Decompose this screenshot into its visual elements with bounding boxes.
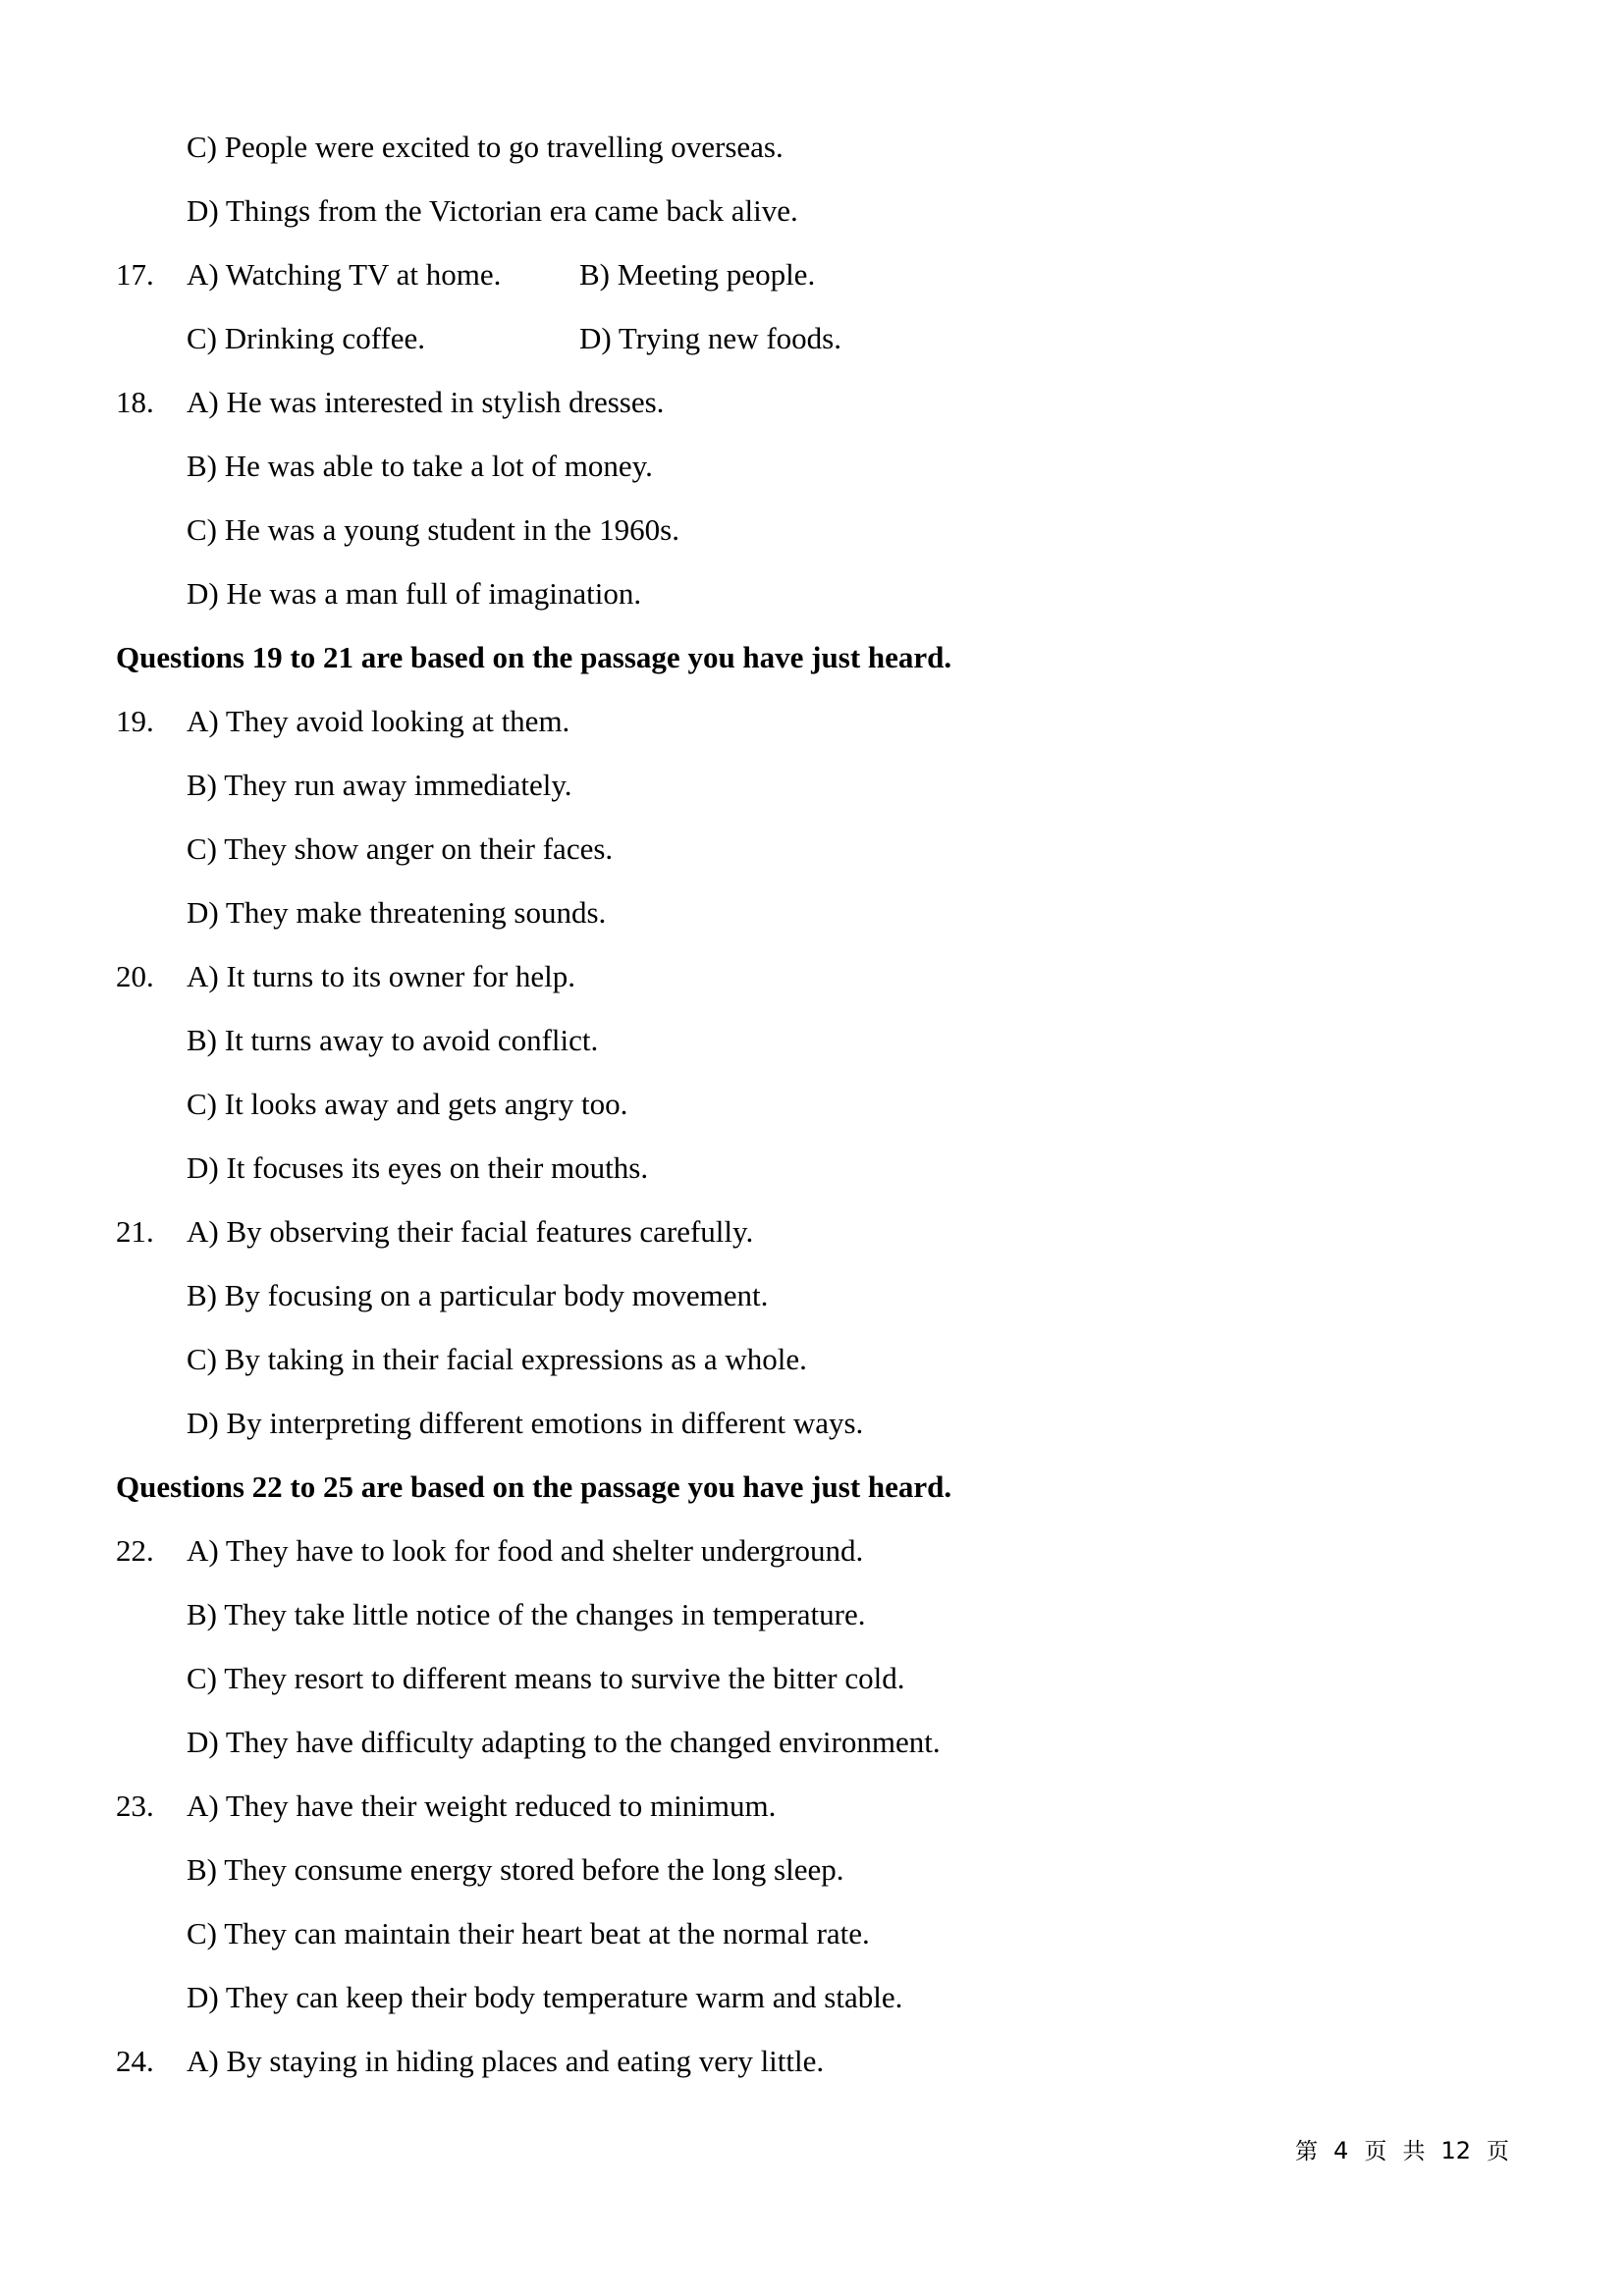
question-line: [0, 817, 1624, 881]
question-line: [0, 1710, 1624, 1774]
option-text: C) He was a young student in the 1960s.: [187, 512, 679, 547]
option-text: B) It turns away to avoid conflict.: [187, 1023, 599, 1057]
option-text: D) He was a man full of imagination.: [187, 576, 642, 611]
question-line: [0, 561, 1624, 625]
question-line: [0, 1200, 1624, 1263]
footer-label-gong: 共: [1402, 2139, 1426, 2163]
option-text: C) Drinking coffee.: [187, 321, 426, 355]
option-text: D) Trying new foods.: [579, 321, 841, 355]
option-text: A) Watching TV at home.: [187, 257, 502, 292]
question-line: [0, 1838, 1624, 1901]
question-line: [0, 1072, 1624, 1136]
question-number: 21.: [116, 1214, 154, 1249]
question-line: [0, 179, 1624, 242]
option-text: A) By staying in hiding places and eating very little.: [187, 2044, 825, 2078]
question-number: 23.: [116, 1789, 154, 1823]
option-text: A) He was interested in stylish dresses.: [187, 385, 665, 419]
section-header-text: Questions 19 to 21 are based on the passage you have just heard.: [116, 640, 952, 674]
option-text: B) They take little notice of the changes in temperature.: [187, 1597, 866, 1631]
option-text: D) They make threatening sounds.: [187, 895, 607, 930]
question-line: [0, 434, 1624, 498]
option-text: D) They can keep their body temperature warm and stable.: [187, 1980, 903, 2014]
question-line: [0, 1136, 1624, 1200]
option-text: C) They show anger on their faces.: [187, 831, 614, 866]
question-line: [0, 689, 1624, 753]
question-number: 17.: [116, 257, 154, 292]
section-header-text: Questions 22 to 25 are based on the passage you have just heard.: [116, 1469, 952, 1504]
question-number: 24.: [116, 2044, 154, 2078]
question-number: 18.: [116, 385, 154, 419]
section-header: [0, 1455, 1624, 1519]
option-text: A) By observing their facial features carefully.: [187, 1214, 754, 1249]
question-line: [0, 1263, 1624, 1327]
option-text: D) By interpreting different emotions in different ways.: [187, 1406, 864, 1440]
question-line: [0, 1391, 1624, 1455]
question-line: [0, 1965, 1624, 2029]
footer-page-number: 4: [1333, 2137, 1349, 2164]
question-number: 20.: [116, 959, 154, 993]
option-text: D) Things from the Victorian era came back alive.: [187, 193, 798, 228]
question-line: [0, 881, 1624, 944]
option-text: D) It focuses its eyes on their mouths.: [187, 1150, 649, 1185]
option-text: A) They have to look for food and shelter underground.: [187, 1533, 864, 1568]
question-line: [0, 1519, 1624, 1582]
option-text: B) Meeting people.: [579, 257, 816, 292]
question-line: [0, 1008, 1624, 1072]
question-line: [0, 2029, 1624, 2093]
question-line: [0, 944, 1624, 1008]
footer-label-di: 第: [1295, 2139, 1319, 2163]
question-line: [0, 1774, 1624, 1838]
option-text: C) People were excited to go travelling overseas.: [187, 130, 784, 164]
option-text: D) They have difficulty adapting to the changed environment.: [187, 1725, 941, 1759]
option-text: B) They consume energy stored before the long sleep.: [187, 1852, 844, 1887]
question-number: 22.: [116, 1533, 154, 1568]
option-text: B) He was able to take a lot of money.: [187, 449, 653, 483]
option-text: C) It looks away and gets angry too.: [187, 1087, 628, 1121]
question-line: [0, 370, 1624, 434]
footer-total-pages: 12: [1440, 2137, 1471, 2164]
option-text: C) They resort to different means to survive the bitter cold.: [187, 1661, 905, 1695]
question-line: [0, 115, 1624, 179]
option-text: C) By taking in their facial expressions as a whole.: [187, 1342, 807, 1376]
option-text: C) They can maintain their heart beat at the normal rate.: [187, 1916, 870, 1950]
option-text: A) They avoid looking at them.: [187, 704, 570, 738]
question-number: 19.: [116, 704, 154, 738]
document-content: [0, 115, 1624, 2093]
option-text: A) It turns to its owner for help.: [187, 959, 576, 993]
option-text: B) They run away immediately.: [187, 768, 572, 802]
page-footer: [1295, 2136, 1509, 2165]
question-line: [0, 753, 1624, 817]
option-text: A) They have their weight reduced to minimum.: [187, 1789, 777, 1823]
footer-label-ye2: 页: [1487, 2139, 1509, 2163]
question-line: [0, 242, 1624, 306]
question-line: [0, 1901, 1624, 1965]
question-line: [0, 1327, 1624, 1391]
question-line: [0, 1582, 1624, 1646]
option-text: B) By focusing on a particular body movement.: [187, 1278, 769, 1312]
question-line: [0, 1646, 1624, 1710]
question-line: [0, 498, 1624, 561]
question-line: [0, 306, 1624, 370]
section-header: [0, 625, 1624, 689]
footer-label-ye1: 页: [1364, 2139, 1387, 2163]
